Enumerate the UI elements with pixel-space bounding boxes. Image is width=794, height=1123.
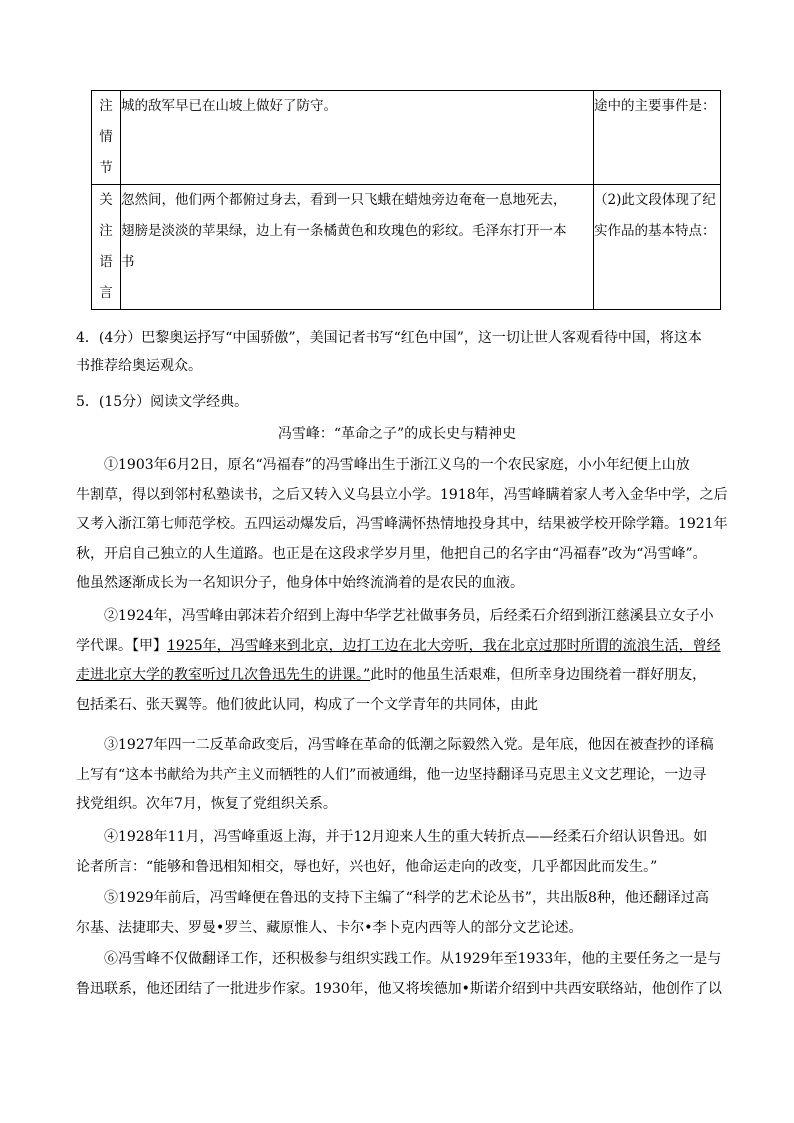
paragraph-line: 包括柔石、张天翼等。他们彼此认同，构成了一个文学青年的共同体，由此 [76, 696, 538, 713]
paragraph-line: 找党组织。次年7月，恢复了党组织关系。 [76, 796, 337, 812]
paragraph-5 [76, 884, 726, 943]
answer-line: 途中的主要事件是： [594, 98, 716, 114]
label-char: 情 [99, 129, 113, 145]
paragraph-2 [76, 602, 726, 720]
paragraph-1 [76, 451, 726, 599]
paragraph-line: ④1928年11月，冯雪峰重返上海，并于12月迎来人生的重大转折点——经柔石介绍认识鲁迅。如 [104, 829, 708, 845]
content-line: 忽然间，他们两个都俯过身去，看到一只飞蛾在蜡烛旁边奄奄一息地死去， [121, 192, 567, 208]
paragraph-4 [76, 823, 726, 882]
paragraph-line: ③1927年四一二反革命政变后，冯雪峰在革命的低潮之际毅然入党。是年底，他因在被查抄的译稿 [104, 737, 714, 753]
article-title: 冯雪峰：“革命之子”的成长史与精神史 [277, 426, 517, 442]
question-line: 4．(4分）巴黎奥运抒写“中国骄傲”，美国记者书写“红色中国”，这一切让世人客观看待中国，将这本 [76, 330, 702, 346]
row-answer-language [594, 185, 721, 310]
paragraph-6 [76, 945, 726, 1004]
paragraph-line: 鲁迅联系，他还团结了一批进步作家。1930年，他又将埃德加•斯诺介绍到中共西安联络站，他创作了以 [76, 980, 722, 997]
paragraph-line: 他虽然逐渐成长为一名知识分子，他身体中始终流淌着的是农民的血液。 [76, 575, 524, 591]
content-line: 城的敌军早已在山坡上做好了防守。 [121, 98, 337, 114]
reading-notes-table [91, 90, 721, 310]
paragraph-line: 牛割草，得以到邻村私塾读书，之后又转入义乌县立小学。1918年，冯雪峰瞒着家人考入金华中学，之后 [76, 486, 728, 503]
paragraph-line: 又考入浙江第七师范学校。五四运动爆发后，冯雪峰满怀热情地投身其中，结果被学校开除学籍。1921年 [76, 516, 728, 532]
paragraph-line: 上写有“这本书献给为共产主义而牺牲的人们”而被通缉，他一边坚持翻译马克思主义文艺理论，一边寻 [76, 766, 707, 783]
paragraph-line: ⑥冯雪峰不仅做翻译工作，还积极参与组织实践工作。从1929年至1933年，他的主要任务之一是与 [104, 951, 722, 967]
label-char: 注 [99, 98, 113, 114]
table-row [92, 185, 721, 310]
row-label-plot [92, 91, 121, 185]
row-content-plot [121, 91, 594, 185]
row-content-language [121, 185, 594, 310]
paragraph-text: 此时的他虽生活艰难，但所幸身边围绕着一群好朋友， [370, 667, 707, 683]
answer-line: 实作品的基本特点： [594, 223, 716, 239]
label-char: 言 [99, 285, 113, 301]
label-char: 注 [99, 223, 113, 239]
paragraph-line: ⑤1929年前后，冯雪峰便在鲁迅的支持下主编了“科学的艺术论丛书”，共出版8种，他还翻译过高 [104, 890, 709, 906]
question-5 [76, 388, 726, 416]
paragraph-line: ①1903年6月2日，原名“冯福春”的冯雪峰出生于浙江义乌的一个农民家庭，小小年纪便上山放 [104, 457, 690, 473]
underlined-quote: 1925年，冯雪峰来到北京，边打工边在北大旁听，我在北京过那时所谓的流浪生活，曾经 [167, 637, 721, 654]
paragraph-line: 秋，开启自己独立的人生道路。也正是在这段求学岁月里，他把自己的名字由“冯福春”改为“冯雪峰”。 [76, 545, 707, 562]
paragraph-line: 尔基、法捷耶夫、罗曼•罗兰、藏原惟人、卡尔•李卜克内西等人的部分文艺论述。 [76, 919, 583, 936]
label-char: 关 [99, 192, 113, 208]
label-char: 节 [99, 160, 113, 176]
content-line: 书 [121, 254, 135, 270]
table-row [92, 91, 721, 185]
paragraph-line: 论者所言：“能够和鲁迅相知相交，辱也好，兴也好，他命运走向的改变，几乎都因此而发生。” [76, 858, 658, 875]
paragraph-3 [76, 731, 726, 820]
row-answer-plot [594, 91, 721, 185]
question-line: 5．(15分）阅读文学经典。 [76, 394, 249, 410]
paragraph-line: ②1924年，冯雪峰由郭沫若介绍到上海中华学艺社做事务员，后经柔石介绍到浙江慈溪县立女子小 [104, 608, 714, 624]
content-line: 翅膀是淡淡的苹果绿，边上有一条橘黄色和玫瑰色的彩纹。毛泽东打开一本 [121, 223, 567, 239]
row-label-language [92, 185, 121, 310]
paragraph-line [76, 661, 726, 691]
answer-line: （2)此文段体现了纪 [594, 192, 716, 208]
underlined-quote: 走进北京大学的教室听过几次鲁迅先生的讲课。” [76, 667, 371, 683]
marker-jia: 学代课。【甲】 [76, 637, 167, 654]
question-4 [76, 324, 726, 380]
label-char: 语 [99, 254, 113, 270]
question-line: 书推荐给奥运观众。 [76, 358, 202, 374]
paragraph-line [76, 632, 726, 662]
